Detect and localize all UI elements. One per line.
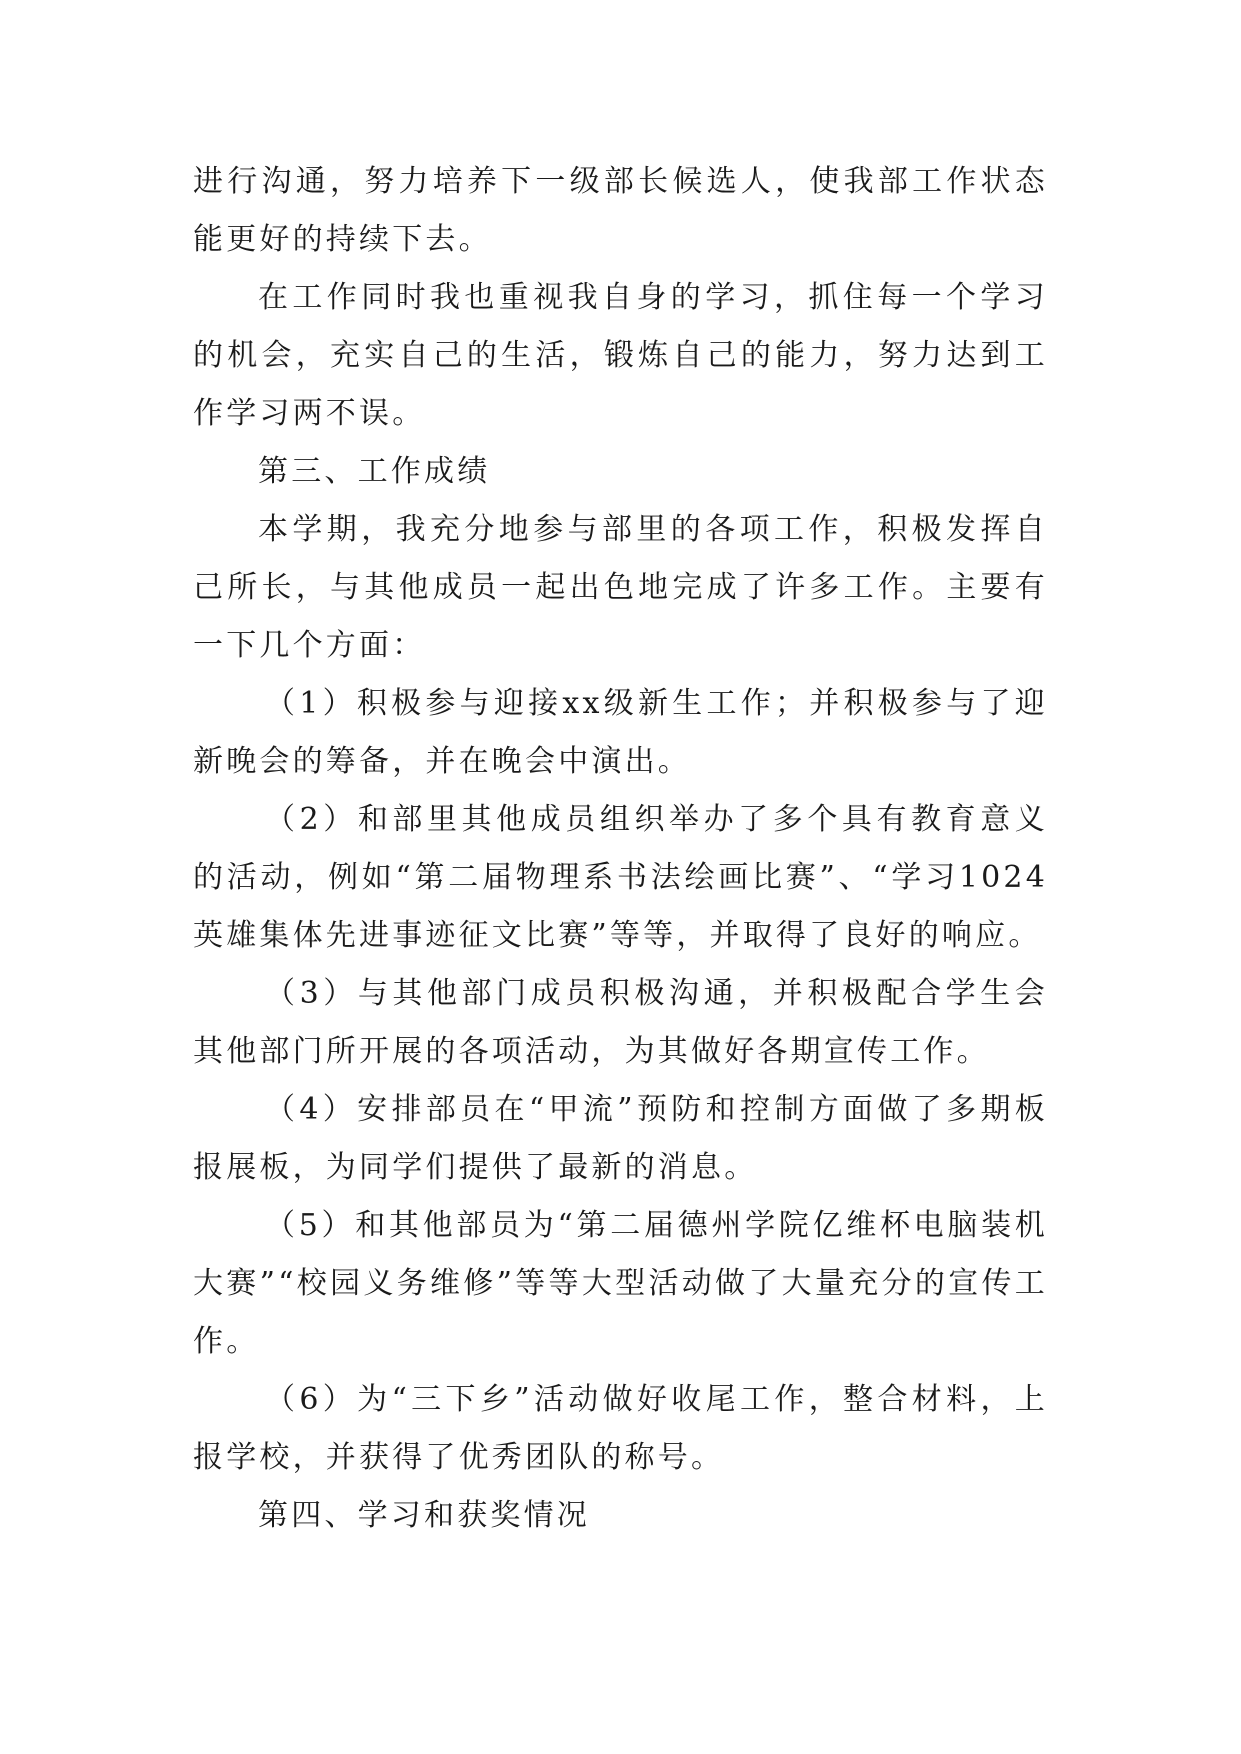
list-item-6: （6）为“三下乡”活动做好收尾工作，整合材料，上报学校，并获得了优秀团队的称号。 bbox=[193, 1382, 1048, 1475]
list-item-1: （1）积极参与迎接xx级新生工作；并积极参与了迎新晚会的筹备，并在晚会中演出。 bbox=[193, 686, 1048, 779]
document-body bbox=[193, 153, 1048, 1545]
paragraph-semester-summary: 本学期，我充分地参与部里的各项工作，积极发挥自己所长，与其他成员一起出色地完成了许多工作。主要有一下几个方面： bbox=[193, 512, 1048, 663]
list-item-3: （3）与其他部门成员积极沟通，并积极配合学生会其他部门所开展的各项活动，为其做好各期宣传工作。 bbox=[193, 976, 1048, 1069]
section-heading-study-awards: 第四、学习和获奖情况 bbox=[258, 1498, 590, 1533]
list-item-5: （5）和其他部员为“第二届德州学院亿维杯电脑装机大赛”“校园义务维修”等等大型活动做了大量充分的宣传工作。 bbox=[193, 1208, 1048, 1359]
list-item-4: （4）安排部员在“甲流”预防和控制方面做了多期板报展板，为同学们提供了最新的消息。 bbox=[193, 1092, 1048, 1185]
paragraph-self-study: 在工作同时我也重视我自身的学习，抓住每一个学习的机会，充实自己的生活，锻炼自己的能力，努力达到工作学习两不误。 bbox=[193, 280, 1048, 431]
paragraph-continuation: 进行沟通，努力培养下一级部长候选人，使我部工作状态能更好的持续下去。 bbox=[193, 164, 1048, 257]
list-item-2: （2）和部里其他成员组织举办了多个具有教育意义的活动，例如“第二届物理系书法绘画比赛”、“学习1024英雄集体先进事迹征文比赛”等等，并取得了良好的响应。 bbox=[193, 802, 1048, 953]
section-heading-work-results: 第三、工作成绩 bbox=[258, 454, 491, 489]
